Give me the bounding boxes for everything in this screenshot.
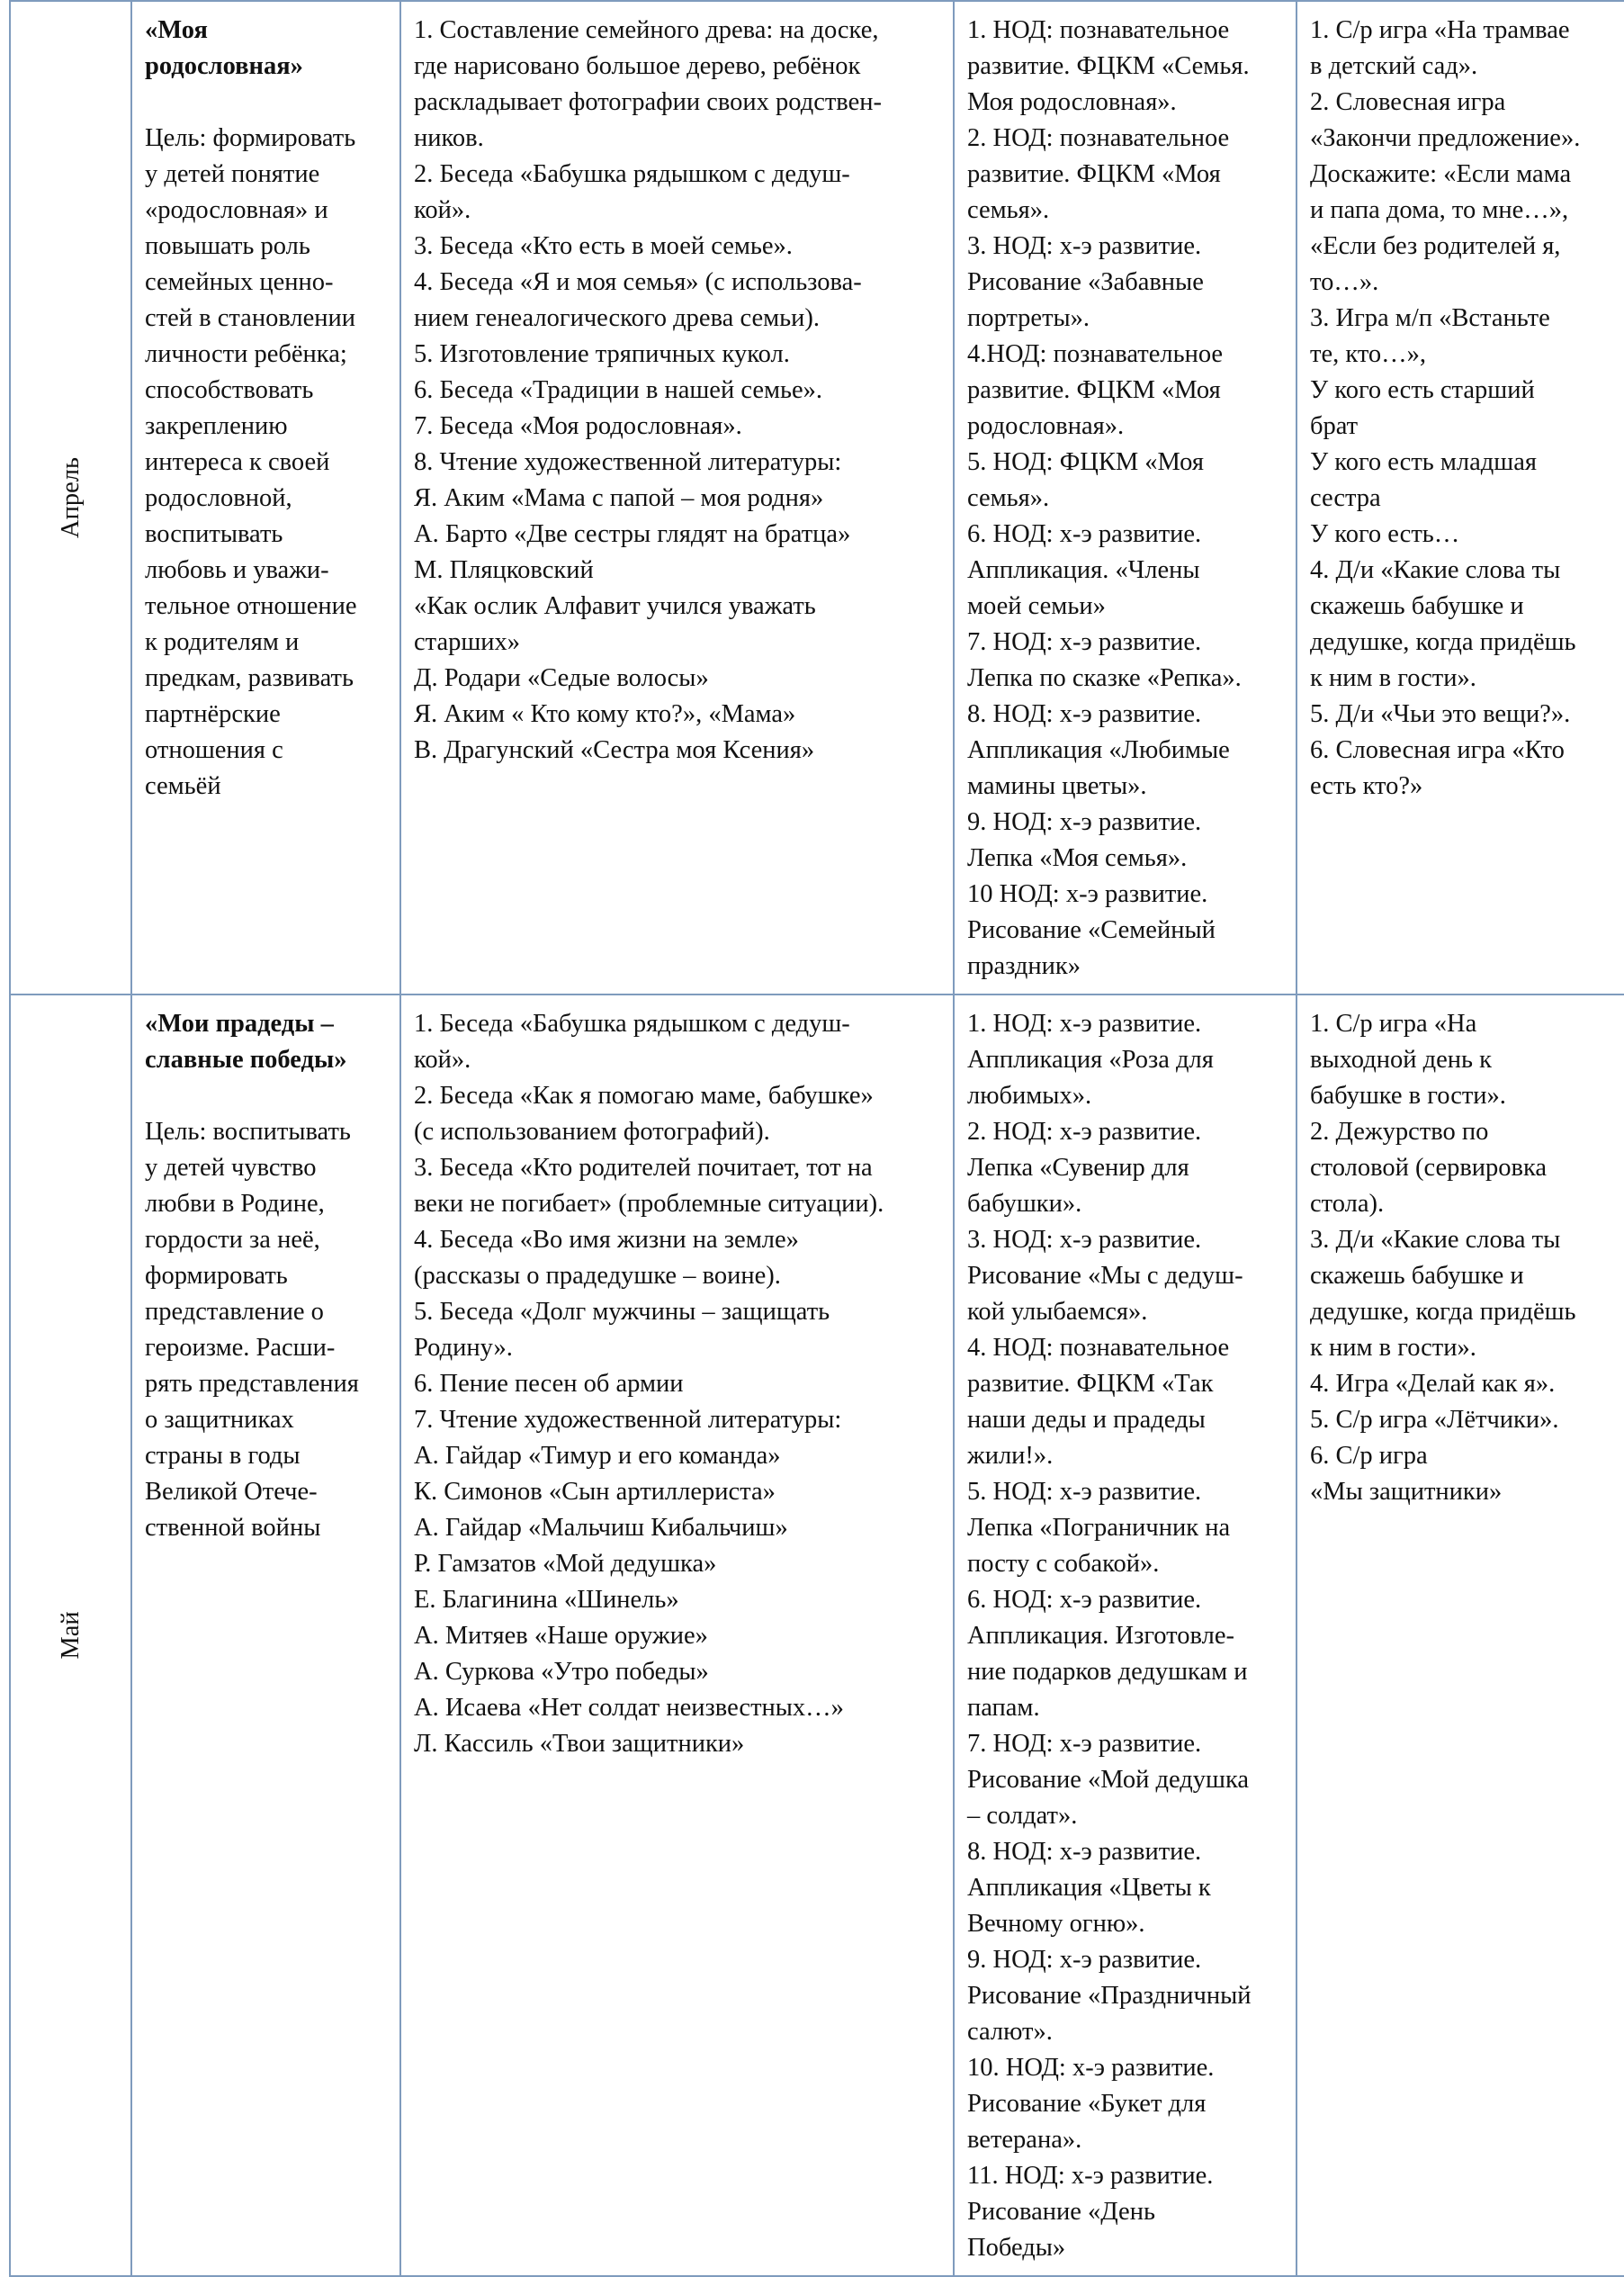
text-line: Моя родословная».	[967, 88, 1177, 116]
text-line: праздник»	[967, 952, 1081, 980]
text-line: скажешь бабушке и	[1310, 592, 1524, 620]
games-cell	[1297, 994, 1624, 2276]
text-line: Цель: воспитывать	[145, 1118, 351, 1146]
text-line: 1. Составление семейного древа: на доске,	[414, 16, 879, 44]
text-line: 2. НОД: х-э развитие.	[967, 1118, 1202, 1146]
text-line: столовой (сервировка	[1310, 1154, 1548, 1182]
text-line: повышать роль	[145, 232, 310, 260]
text-line: воспитывать	[145, 520, 283, 548]
text-line: старших»	[414, 628, 521, 656]
text-line: 1. С/р игра «На	[1310, 1010, 1477, 1038]
text-line: 10 НОД: х-э развитие.	[967, 880, 1208, 908]
theme-cell	[131, 1, 400, 994]
text-line: салют».	[967, 2018, 1053, 2046]
text-line: 6. НОД: х-э развитие.	[967, 520, 1202, 548]
text-line: у детей чувство	[145, 1154, 317, 1182]
text-line: (с использованием фотографий).	[414, 1118, 770, 1146]
text-line: кой».	[414, 1046, 471, 1074]
text-line: предкам, развивать	[145, 664, 354, 692]
text-line: 3. Беседа «Кто есть в моей семье».	[414, 232, 793, 260]
text-line: «Как ослик Алфавит учился уважать	[414, 592, 816, 620]
text-line: 3. Игра м/п «Встаньте	[1310, 304, 1550, 332]
text-line: Аппликация «Цветы к	[967, 1874, 1211, 1902]
text-line: в детский сад».	[1310, 52, 1478, 80]
text-line: любовь и уважи-	[145, 556, 329, 584]
text-line: В. Драгунский «Сестра моя Ксения»	[414, 736, 815, 764]
text-line: Цель: формировать	[145, 124, 356, 152]
text-line: А. Гайдар «Мальчиш Кибальчиш»	[414, 1514, 788, 1542]
text-line: 4. Беседа «Я и моя семья» (с использова-	[414, 268, 862, 296]
text-line: 4.НОД: познавательное	[967, 340, 1224, 368]
text-line: отношения с	[145, 736, 283, 764]
text-line: Л. Кассиль «Твои защитники»	[414, 1730, 745, 1758]
text-line: А. Барто «Две сестры глядят на братца»	[414, 520, 851, 548]
nod-list	[967, 1006, 1283, 2266]
text-line: Аппликация «Любимые	[967, 736, 1230, 764]
text-line: семейных ценно-	[145, 268, 334, 296]
text-line: развитие. ФЦКМ «Моя	[967, 376, 1221, 404]
text-line: «Закончи предложение».	[1310, 124, 1581, 152]
text-line: «родословная» и	[145, 196, 328, 224]
text-line: семья».	[967, 484, 1050, 512]
text-line: 1. НОД: познавательное	[967, 16, 1230, 44]
text-line: Рисование «День	[967, 2198, 1155, 2226]
text-line: формировать	[145, 1262, 288, 1290]
text-line: Аппликация. Изготовле-	[967, 1622, 1234, 1650]
text-line: М. Пляцковский	[414, 556, 594, 584]
theme-title	[145, 1006, 387, 1078]
text-line: Рисование «Мой дедушка	[967, 1766, 1250, 1794]
text-line: 7. НОД: х-э развитие.	[967, 1730, 1202, 1758]
text-line: А. Исаева «Нет солдат неизвестных…»	[414, 1694, 844, 1722]
text-line: А. Суркова «Утро победы»	[414, 1658, 709, 1686]
text-line: 6. НОД: х-э развитие.	[967, 1586, 1202, 1614]
games-list	[1310, 1006, 1611, 1510]
text-line: Лепка по сказке «Репка».	[967, 664, 1242, 692]
text-line: 4. НОД: познавательное	[967, 1334, 1230, 1362]
text-line: «Мои прадеды –	[145, 1010, 334, 1038]
text-line: Аппликация «Роза для	[967, 1046, 1214, 1074]
text-line: веки не погибает» (проблемные ситуации).	[414, 1190, 884, 1218]
text-line: 2. Беседа «Как я помогаю маме, бабушке»	[414, 1082, 874, 1110]
text-line: 8. НОД: х-э развитие.	[967, 700, 1202, 728]
plan-table	[9, 0, 1624, 2277]
text-line: кой улыбаемся».	[967, 1298, 1148, 1326]
text-line: 4. Беседа «Во имя жизни на земле»	[414, 1226, 799, 1254]
text-line: Рисование «Букет для	[967, 2090, 1207, 2118]
month-cell	[10, 1, 131, 994]
text-line: Лепка «Пограничник на	[967, 1514, 1231, 1542]
text-line: гордости за неё,	[145, 1226, 320, 1254]
text-line: дедушке, когда придёшь	[1310, 628, 1576, 656]
text-line: закреплению	[145, 412, 288, 440]
text-line: 9. НОД: х-э развитие.	[967, 1946, 1202, 1974]
text-line: о защитниках	[145, 1406, 294, 1434]
activities-list	[414, 13, 940, 769]
text-line: сестра	[1310, 484, 1381, 512]
text-line: ственной войны	[145, 1514, 321, 1542]
nod-cell	[954, 1, 1297, 994]
text-line: посту с собакой».	[967, 1550, 1160, 1578]
text-line: стола).	[1310, 1190, 1385, 1218]
text-line: развитие. ФЦКМ «Так	[967, 1370, 1214, 1398]
text-line: Победы»	[967, 2234, 1066, 2262]
text-line: А. Митяев «Наше оружие»	[414, 1622, 708, 1650]
text-line: 7. Чтение художественной литературы:	[414, 1406, 842, 1434]
text-line: те, кто…»,	[1310, 340, 1427, 368]
text-line: любимых».	[967, 1082, 1092, 1110]
text-line: 8. Чтение художественной литературы:	[414, 448, 842, 476]
text-line: к ним в гости».	[1310, 1334, 1476, 1362]
text-line: 2. НОД: познавательное	[967, 124, 1230, 152]
month-cell	[10, 994, 131, 2276]
text-line: интереса к своей	[145, 448, 330, 476]
goal-text	[145, 121, 387, 805]
text-line: Р. Гамзатов «Мой дедушка»	[414, 1550, 717, 1578]
text-line: ние подарков дедушкам и	[967, 1658, 1248, 1686]
text-line: 5. С/р игра «Лётчики».	[1310, 1406, 1559, 1434]
text-line: 1. Беседа «Бабушка рядышком с дедуш-	[414, 1010, 850, 1038]
text-line: 6. Беседа «Традиции в нашей семье».	[414, 376, 823, 404]
text-line: к родителям и	[145, 628, 300, 656]
text-line: 9. НОД: х-э развитие.	[967, 808, 1202, 836]
text-line: 3. Беседа «Кто родителей почитает, тот на	[414, 1154, 873, 1182]
text-line: и папа дома, то мне…»,	[1310, 196, 1569, 224]
text-line: скажешь бабушке и	[1310, 1262, 1524, 1290]
text-line: 6. С/р игра	[1310, 1442, 1428, 1470]
text-line: А. Гайдар «Тимур и его команда»	[414, 1442, 781, 1470]
text-line: 11. НОД: х-э развитие.	[967, 2162, 1214, 2190]
text-line: развитие. ФЦКМ «Семья.	[967, 52, 1250, 80]
text-line: личности ребёнка;	[145, 340, 347, 368]
text-line: представление о	[145, 1298, 324, 1326]
text-line: Вечному огню».	[967, 1910, 1145, 1938]
text-line: 7. НОД: х-э развитие.	[967, 628, 1202, 656]
text-line: «Если без родителей я,	[1310, 232, 1561, 260]
text-line: Доскажите: «Если мама	[1310, 160, 1572, 188]
text-line: дедушке, когда придёшь	[1310, 1298, 1576, 1326]
text-line: 1. НОД: х-э развитие.	[967, 1010, 1202, 1038]
text-line: 2. Словесная игра	[1310, 88, 1506, 116]
text-line: героизме. Расши-	[145, 1334, 336, 1362]
text-line: нием генеалогического древа семьи).	[414, 304, 820, 332]
text-line: ников.	[414, 124, 484, 152]
nod-cell	[954, 994, 1297, 2276]
text-line: Родину».	[414, 1334, 513, 1362]
text-line: 2. Дежурство по	[1310, 1118, 1489, 1146]
text-line: 3. НОД: х-э развитие.	[967, 1226, 1202, 1254]
text-line: родословная»	[145, 52, 303, 80]
text-line: 6. Словесная игра «Кто	[1310, 736, 1565, 764]
text-line: Аппликация. «Члены	[967, 556, 1200, 584]
text-line: Рисование «Семейный	[967, 916, 1216, 944]
text-line: стей в становлении	[145, 304, 356, 332]
text-line: рять представления	[145, 1370, 359, 1398]
text-line: бабушки».	[967, 1190, 1082, 1218]
text-line: 10. НОД: х-э развитие.	[967, 2054, 1215, 2082]
nod-list	[967, 13, 1283, 985]
text-line: то…».	[1310, 268, 1379, 296]
text-line: (рассказы о прадедушке – воине).	[414, 1262, 781, 1290]
text-line: 1. С/р игра «На трамвае	[1310, 16, 1570, 44]
activities-cell	[400, 994, 954, 2276]
text-line: выходной день к	[1310, 1046, 1492, 1074]
text-line: Рисование «Мы с дедуш-	[967, 1262, 1243, 1290]
text-line: раскладывает фотографии своих родствен-	[414, 88, 882, 116]
text-line: У кого есть младшая	[1310, 448, 1538, 476]
text-line: 4. Д/и «Какие слова ты	[1310, 556, 1561, 584]
text-line: жили!».	[967, 1442, 1054, 1470]
text-line: 5. НОД: ФЦКМ «Моя	[967, 448, 1204, 476]
activities-list	[414, 1006, 940, 1762]
text-line: где нарисовано большое дерево, ребёнок	[414, 52, 861, 80]
text-line: Е. Благинина «Шинель»	[414, 1586, 679, 1614]
text-line: Лепка «Моя семья».	[967, 844, 1188, 872]
text-line: бабушке в гости».	[1310, 1082, 1506, 1110]
text-line: ветерана».	[967, 2126, 1082, 2154]
month-label: Апрель	[56, 457, 85, 538]
text-line: 5. Изготовление тряпичных кукол.	[414, 340, 790, 368]
games-cell	[1297, 1, 1624, 994]
text-line: 3. Д/и «Какие слова ты	[1310, 1226, 1561, 1254]
text-line: тельное отношение	[145, 592, 357, 620]
text-line: 2. Беседа «Бабушка рядышком с дедуш-	[414, 160, 850, 188]
text-line: 5. Беседа «Долг мужчины – защищать	[414, 1298, 830, 1326]
text-line: Великой Отече-	[145, 1478, 318, 1506]
table-row	[10, 1, 1624, 994]
text-line: славные победы»	[145, 1046, 347, 1074]
text-line: брат	[1310, 412, 1359, 440]
text-line: 5. НОД: х-э развитие.	[967, 1478, 1202, 1506]
table-row	[10, 994, 1624, 2276]
text-line: у детей понятие	[145, 160, 320, 188]
text-line: родословной,	[145, 484, 292, 512]
month-label: Май	[56, 1611, 85, 1660]
text-line: «Мы защитники»	[1310, 1478, 1503, 1506]
text-line: семья».	[967, 196, 1050, 224]
text-line: есть кто?»	[1310, 772, 1423, 800]
text-line: 7. Беседа «Моя родословная».	[414, 412, 742, 440]
text-line: моей семьи»	[967, 592, 1106, 620]
text-line: наши деды и прадеды	[967, 1406, 1206, 1434]
text-line: семьёй	[145, 772, 221, 800]
text-line: У кого есть старший	[1310, 376, 1535, 404]
text-line: мамины цветы».	[967, 772, 1147, 800]
text-line: 5. Д/и «Чьи это вещи?».	[1310, 700, 1571, 728]
activities-cell	[400, 1, 954, 994]
text-line: Рисование «Забавные	[967, 268, 1204, 296]
text-line: «Моя	[145, 16, 208, 44]
text-line: К. Симонов «Сын артиллериста»	[414, 1478, 776, 1506]
games-list	[1310, 13, 1611, 805]
text-line: способствовать	[145, 376, 314, 404]
goal-text	[145, 1114, 387, 1546]
text-line: 6. Пение песен об армии	[414, 1370, 684, 1398]
text-line: любви в Родине,	[145, 1190, 325, 1218]
text-line: партнёрские	[145, 700, 281, 728]
text-line: 3. НОД: х-э развитие.	[967, 232, 1202, 260]
text-line: портреты».	[967, 304, 1090, 332]
text-line: Лепка «Сувенир для	[967, 1154, 1189, 1182]
text-line: У кого есть…	[1310, 520, 1460, 548]
text-line: 4. Игра «Делай как я».	[1310, 1370, 1556, 1398]
text-line: – солдат».	[967, 1802, 1078, 1830]
text-line: Д. Родари «Седые волосы»	[414, 664, 709, 692]
text-line: Рисование «Праздничный	[967, 1982, 1252, 2010]
text-line: папам.	[967, 1694, 1040, 1722]
text-line: страны в годы	[145, 1442, 301, 1470]
text-line: родословная».	[967, 412, 1125, 440]
theme-cell	[131, 994, 400, 2276]
text-line: к ним в гости».	[1310, 664, 1476, 692]
text-line: Я. Аким «Мама с папой – моя родня»	[414, 484, 824, 512]
theme-title	[145, 13, 387, 85]
text-line: развитие. ФЦКМ «Моя	[967, 160, 1221, 188]
text-line: 8. НОД: х-э развитие.	[967, 1838, 1202, 1866]
text-line: Я. Аким « Кто кому кто?», «Мама»	[414, 700, 796, 728]
text-line: кой».	[414, 196, 471, 224]
